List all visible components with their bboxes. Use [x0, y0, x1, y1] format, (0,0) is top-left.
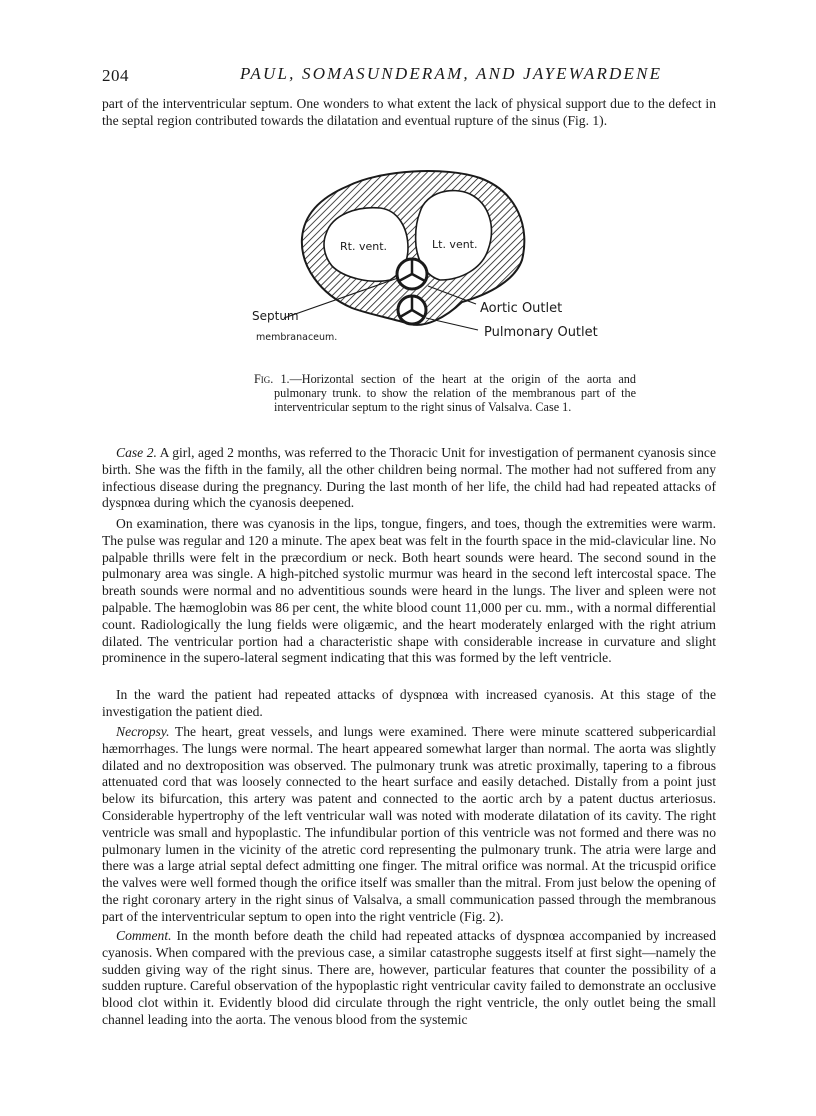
heart-section-diagram	[240, 168, 610, 358]
necropsy-lead: Necropsy.	[116, 724, 170, 739]
page-number: 204	[102, 66, 129, 85]
ward-paragraph: In the ward the patient had repeated attacks of dyspnœa with increased cyanosis. At this stage of the investigation the patient died.	[102, 687, 716, 719]
aortic-valve	[397, 259, 427, 289]
figure-1	[240, 168, 610, 358]
pulmonary-outlet-label: Pulmonary Outlet	[484, 325, 598, 340]
comment-paragraph	[102, 928, 716, 1029]
figure-1-caption-label: Fig. 1.	[254, 372, 290, 386]
lt-vent-label: Lt. vent.	[432, 238, 478, 251]
comment-lead: Comment.	[116, 928, 172, 943]
septum-label: Septum	[252, 309, 299, 323]
figure-1-caption-text: —Horizontal section of the heart at the origin of the aorta and pulmonary trunk. to show the relation of the membranous part of the interventricular septum to the right sinus of Valsalva. Case 1.	[274, 372, 636, 415]
pulmonary-valve	[398, 296, 426, 324]
intro-paragraph: part of the interventricular septum. One wonders to what extent the lack of physical support due to the defect in the septal region contributed towards the dilatation and eventual rupture of the sinus (Fig. 1).	[102, 96, 716, 128]
figure-1-caption	[254, 372, 636, 415]
membranaceum-label: membranaceum.	[256, 332, 338, 343]
case2-text: A girl, aged 2 months, was referred to the Thoracic Unit for investigation of permanent cyanosis since birth. She was the fifth in the family, all the other children being normal. The mother had not suffered from any infectious disease during the pregnancy. During the last month of her life, the child had had repeated attacks of dyspnœa during which the cyanosis deepened.	[102, 445, 716, 511]
case2-paragraph	[102, 445, 716, 512]
examination-paragraph: On examination, there was cyanosis in the lips, tongue, fingers, and toes, though the extremities were warm. The pulse was regular and 120 a minute. The apex beat was felt in the fourth space in the mid-clavicular line. No palpable thrills were felt in the præcordium or neck. Both heart sounds were heard. The second sound in the pulmonary area was single. A high-pitched systolic murmur was heard in the second left intercostal space. The breath sounds were normal and no adventitious sounds were heard in the lungs. The liver and spleen were not palpable. The hæmoglobin was 86 per cent, the white blood count 11,000 per cu. mm., with a normal differential count. Radiologically the lung fields were oligæmic, and the heart moderately enlarged with the right atrium dilated. The ventricular portion had a characteristic shape with considerable increase in curvature and slight prominence in the supero-lateral segment indicating that this was formed by the left ventricle.	[102, 516, 716, 666]
comment-text: In the month before death the child had repeated attacks of dyspnœa accompanied by increased cyanosis. When compared with the previous case, a similar catastrophe suggests itself at first sight—namely the sudden giving way of the right sinus. There are, however, particular features that counter the possibility of a sudden rupture. Careful observation of the hypoplastic right ventricular cavity failed to demonstrate an occlusive blood clot within it. Evidently blood did circulate through the right ventricle, the only outlet being the small channel leading into the aorta. The venous blood from the systemic	[102, 928, 716, 1027]
necropsy-text: The heart, great vessels, and lungs were examined. There were minute scattered subpericardial hæmorrhages. The lungs were normal. The heart appeared somewhat larger than normal. The aorta was slightly dilated and no dextroposition was observed. The pulmonary trunk was atretic proximally, tapering to a fibrous attenuated cord that was loosely connected to the heart surface and easily detached. Distally from a point just below its bifurcation, this artery was patent and connected to the aortic arch by a patent ductus arteriosus. Considerable hypertrophy of the left ventricular wall was noted with moderate dilatation of its cavity. The right ventricle was small and hypoplastic. The infundibular portion of this ventricle was not formed and there was no pulmonary lumen in the vicinity of the atretic cord representing the pulmonary trunk. The atria were large and there was a large atrial septal defect admitting one finger. The mitral orifice was normal. At the tricuspid orifice the valves were well formed though the orifice itself was smaller than the mitral. From just below the opening of the right coronary artery in the right sinus of Valsalva, a small communication passed through the membranous part of the interventricular septum to open into the right ventricle (Fig. 2).	[102, 724, 716, 924]
necropsy-paragraph	[102, 724, 716, 926]
pulmonary-outlet-leader-line	[426, 318, 478, 330]
case2-lead: Case 2.	[116, 445, 157, 460]
running-head: PAUL, SOMASUNDERAM, AND JAYEWARDENE	[240, 64, 663, 83]
rt-vent-label: Rt. vent.	[340, 240, 388, 253]
aortic-outlet-label: Aortic Outlet	[480, 301, 563, 316]
